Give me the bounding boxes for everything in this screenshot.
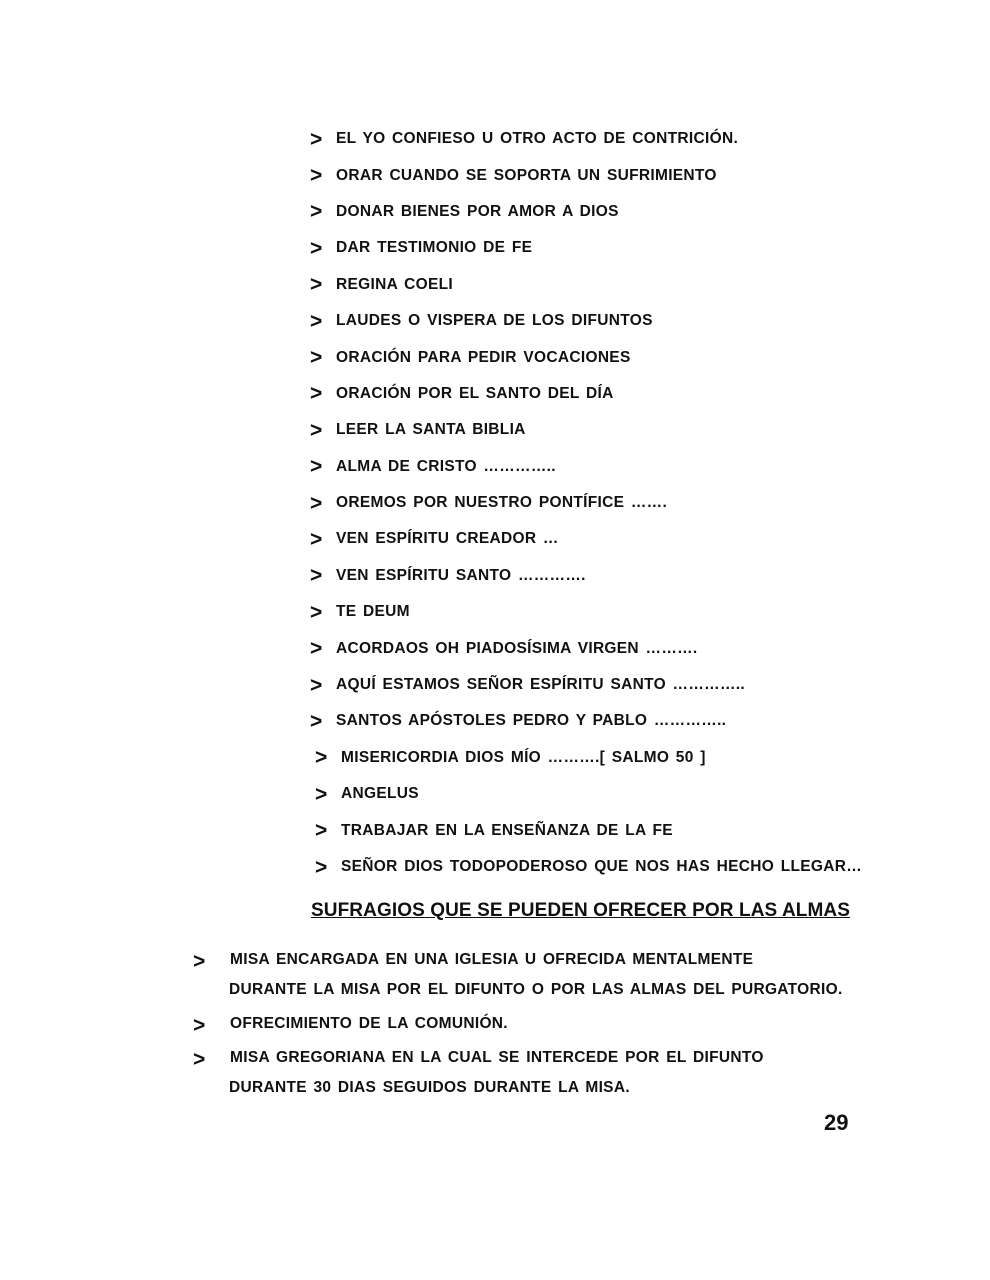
list-item-text xyxy=(230,1009,508,1039)
list-item xyxy=(310,230,870,266)
bullet-marker: > xyxy=(310,346,323,370)
list-item xyxy=(310,776,870,812)
bullet-marker: > xyxy=(315,819,328,843)
bullet-marker: > xyxy=(310,673,323,697)
list-item-text: AQUÍ ESTAMOS SEÑOR ESPÍRITU SANTO ………….. xyxy=(336,676,745,694)
list-item xyxy=(193,1048,873,1103)
bullet-marker: > xyxy=(193,1048,206,1071)
bullet-marker: > xyxy=(310,600,323,624)
list-item xyxy=(310,594,870,630)
list-item-text xyxy=(230,1043,764,1103)
bullet-marker: > xyxy=(193,950,206,973)
bullet-marker: > xyxy=(310,200,323,224)
bullet-marker: > xyxy=(193,1014,206,1037)
list-item-text: SEÑOR DIOS TODOPODEROSO QUE NOS HAS HECHO LLEGAR… xyxy=(341,858,863,875)
list-item-text: LEER LA SANTA BIBLIA xyxy=(336,421,526,439)
bullet-marker: > xyxy=(315,746,328,770)
list-item-text: OREMOS POR NUESTRO PONTÍFICE ……. xyxy=(336,494,668,512)
bullet-marker: > xyxy=(310,382,323,406)
bullet-marker: > xyxy=(310,527,323,551)
list-item xyxy=(310,630,870,666)
list-item xyxy=(310,812,870,848)
bullet-marker: > xyxy=(310,418,323,442)
list-item xyxy=(310,667,870,703)
list-item xyxy=(310,412,870,448)
list-item xyxy=(193,1014,873,1039)
list-item-text: ANGELUS xyxy=(341,785,419,803)
suffrage-line: DURANTE 30 DIAS SEGUIDOS DURANTE LA MISA. xyxy=(229,1079,630,1096)
suffrage-list xyxy=(193,950,873,1112)
list-item-text: ACORDAOS OH PIADOSÍSIMA VIRGEN ………. xyxy=(336,639,698,657)
list-item xyxy=(310,485,870,521)
list-item xyxy=(310,121,870,157)
list-item xyxy=(310,521,870,557)
suffrage-line: OFRECIMIENTO DE LA COMUNIÓN. xyxy=(230,1015,508,1032)
bullet-marker: > xyxy=(310,709,323,733)
list-item-text: TRABAJAR EN LA ENSEÑANZA DE LA FE xyxy=(341,821,673,839)
bullet-marker: > xyxy=(315,782,328,806)
page-number: 29 xyxy=(824,1110,849,1135)
bullet-marker: > xyxy=(310,127,323,151)
list-item-text: MISERICORDIA DIOS MÍO ……….[ SALMO 50 ] xyxy=(341,748,706,766)
list-item xyxy=(310,267,870,303)
bullet-marker: > xyxy=(310,236,323,260)
list-item-text: LAUDES O VISPERA DE LOS DIFUNTOS xyxy=(336,312,653,330)
bullet-marker: > xyxy=(310,164,323,188)
bullet-marker: > xyxy=(310,273,323,297)
list-item xyxy=(310,449,870,485)
section-title: SUFRAGIOS QUE SE PUEDEN OFRECER POR LAS ALMAS xyxy=(311,900,851,921)
list-item-text: VEN ESPÍRITU SANTO …………. xyxy=(336,566,586,584)
list-item xyxy=(310,157,870,193)
devotion-list xyxy=(310,121,870,885)
list-item xyxy=(310,740,870,776)
list-item-text: SANTOS APÓSTOLES PEDRO Y PABLO ………….. xyxy=(336,712,727,730)
list-item-text xyxy=(230,945,843,1005)
bullet-marker: > xyxy=(310,564,323,588)
list-item xyxy=(310,849,870,885)
list-item xyxy=(310,339,870,375)
list-item-text: ORAR CUANDO SE SOPORTA UN SUFRIMIENTO xyxy=(336,166,717,184)
list-item xyxy=(310,703,870,739)
list-item xyxy=(310,558,870,594)
list-item-text: DAR TESTIMONIO DE FE xyxy=(336,239,533,257)
list-item-text: ORACIÓN PARA PEDIR VOCACIONES xyxy=(336,348,631,366)
bullet-marker: > xyxy=(310,309,323,333)
bullet-marker: > xyxy=(310,455,323,479)
list-item-text: REGINA COELI xyxy=(336,275,453,293)
list-item xyxy=(193,950,873,1005)
list-item-text: DONAR BIENES POR AMOR A DIOS xyxy=(336,202,619,220)
suffrage-line: MISA ENCARGADA EN UNA IGLESIA U OFRECIDA MENTALMENTE xyxy=(230,951,754,968)
list-item-text: ALMA DE CRISTO ………….. xyxy=(336,457,556,475)
list-item xyxy=(310,376,870,412)
list-item-text: TE DEUM xyxy=(336,603,410,621)
bullet-marker: > xyxy=(315,855,328,879)
list-item xyxy=(310,194,870,230)
suffrage-line: MISA GREGORIANA EN LA CUAL SE INTERCEDE POR EL DIFUNTO xyxy=(230,1049,764,1066)
list-item-text: EL YO CONFIESO U OTRO ACTO DE CONTRICIÓN. xyxy=(336,130,739,148)
list-item-text: ORACIÓN POR EL SANTO DEL DÍA xyxy=(336,384,614,402)
bullet-marker: > xyxy=(310,637,323,661)
list-item-text: VEN ESPÍRITU CREADOR … xyxy=(336,530,559,548)
bullet-marker: > xyxy=(310,491,323,515)
list-item xyxy=(310,303,870,339)
suffrage-line: DURANTE LA MISA POR EL DIFUNTO O POR LAS ALMAS DEL PURGATORIO. xyxy=(229,981,843,998)
